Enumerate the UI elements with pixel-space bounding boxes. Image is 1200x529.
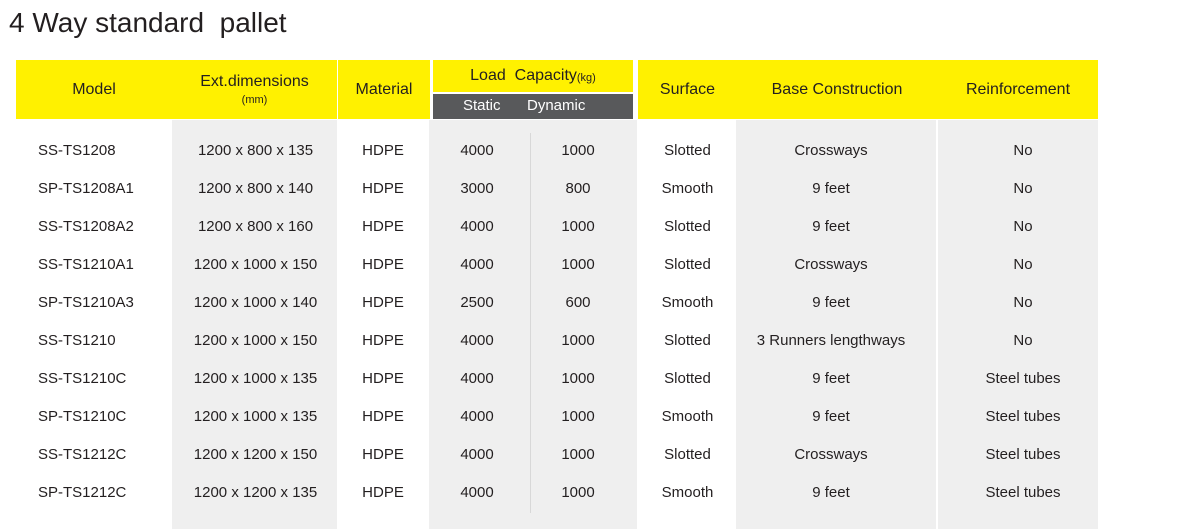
cell-static: 4000 xyxy=(460,256,494,273)
cell-model: SP-TS1210C xyxy=(38,408,127,425)
cell-dynamic: 1000 xyxy=(561,332,595,349)
header-load-capacity-unit: (kg) xyxy=(576,72,596,84)
cell-surface: Slotted xyxy=(664,446,711,463)
cell-static: 3000 xyxy=(460,180,494,197)
table-row xyxy=(0,132,1200,170)
cell-base-construction: 3 Runners lengthways xyxy=(756,332,906,349)
cell-base-construction: 9 feet xyxy=(812,484,850,501)
cell-dimensions: 1200 x 800 x 160 xyxy=(197,218,314,235)
cell-material: HDPE xyxy=(362,446,404,463)
cell-static: 2500 xyxy=(460,294,494,311)
cell-dimensions: 1200 x 1000 x 150 xyxy=(193,332,318,349)
cell-static: 4000 xyxy=(460,218,494,235)
cell-model: SP-TS1208A1 xyxy=(38,180,134,197)
cell-dimensions: 1200 x 800 x 140 xyxy=(197,180,314,197)
cell-material: HDPE xyxy=(362,408,404,425)
cell-surface: Slotted xyxy=(664,142,711,159)
cell-model: SP-TS1210A3 xyxy=(38,294,134,311)
header-load-capacity xyxy=(433,60,633,92)
cell-base-construction: 9 feet xyxy=(812,370,850,387)
cell-static: 4000 xyxy=(460,484,494,501)
cell-reinforcement: No xyxy=(1013,294,1033,311)
header-reinforcement xyxy=(938,60,1098,119)
cell-base-construction: 9 feet xyxy=(812,180,850,197)
table-row xyxy=(0,170,1200,208)
header-model-label: Model xyxy=(72,80,116,98)
cell-reinforcement: No xyxy=(1013,256,1033,273)
cell-dynamic: 800 xyxy=(565,180,591,197)
cell-base-construction: Crossways xyxy=(794,142,868,159)
table-row xyxy=(0,284,1200,322)
cell-reinforcement: No xyxy=(1013,142,1033,159)
cell-reinforcement: Steel tubes xyxy=(985,484,1061,501)
table-row xyxy=(0,208,1200,246)
header-base-construction-label: Base Construction xyxy=(771,80,903,98)
cell-material: HDPE xyxy=(362,180,404,197)
cell-reinforcement: No xyxy=(1013,332,1033,349)
cell-surface: Slotted xyxy=(664,332,711,349)
cell-surface: Slotted xyxy=(664,370,711,387)
table-row xyxy=(0,436,1200,474)
page-title: 4 Way standard pallet xyxy=(9,7,287,38)
cell-dimensions: 1200 x 1200 x 150 xyxy=(193,446,318,463)
cell-base-construction: 9 feet xyxy=(812,294,850,311)
cell-dimensions: 1200 x 1000 x 150 xyxy=(193,256,318,273)
cell-model: SS-TS1208A2 xyxy=(38,218,134,235)
cell-surface: Smooth xyxy=(661,408,714,425)
cell-static: 4000 xyxy=(460,446,494,463)
cell-surface: Smooth xyxy=(661,484,714,501)
cell-surface: Slotted xyxy=(664,256,711,273)
header-surface xyxy=(638,60,737,119)
cell-material: HDPE xyxy=(362,294,404,311)
header-load-subheader xyxy=(433,94,633,119)
cell-material: HDPE xyxy=(362,142,404,159)
cell-static: 4000 xyxy=(460,142,494,159)
header-base-construction xyxy=(736,60,938,119)
cell-material: HDPE xyxy=(362,256,404,273)
cell-reinforcement: Steel tubes xyxy=(985,408,1061,425)
cell-static: 4000 xyxy=(460,408,494,425)
cell-surface: Smooth xyxy=(661,180,714,197)
cell-base-construction: 9 feet xyxy=(812,408,850,425)
cell-dynamic: 1000 xyxy=(561,446,595,463)
header-dimensions-label: Ext.dimensions xyxy=(200,73,309,90)
header-dimensions xyxy=(172,60,337,119)
cell-material: HDPE xyxy=(362,332,404,349)
cell-static: 4000 xyxy=(460,332,494,349)
cell-dimensions: 1200 x 1000 x 140 xyxy=(193,294,318,311)
cell-static: 4000 xyxy=(460,370,494,387)
header-material-label: Material xyxy=(355,80,413,98)
cell-surface: Smooth xyxy=(661,294,714,311)
cell-dimensions: 1200 x 1200 x 135 xyxy=(193,484,318,501)
header-reinforcement-label: Reinforcement xyxy=(965,80,1071,98)
cell-base-construction: Crossways xyxy=(794,256,868,273)
cell-model: SS-TS1212C xyxy=(38,446,127,463)
cell-reinforcement: Steel tubes xyxy=(985,370,1061,387)
header-surface-label: Surface xyxy=(659,80,716,98)
cell-dynamic: 1000 xyxy=(561,142,595,159)
cell-dynamic: 1000 xyxy=(561,256,595,273)
cell-surface: Slotted xyxy=(664,218,711,235)
cell-dimensions: 1200 x 1000 x 135 xyxy=(193,408,318,425)
cell-model: SS-TS1210C xyxy=(38,370,127,387)
table-row xyxy=(0,360,1200,398)
cell-reinforcement: No xyxy=(1013,218,1033,235)
header-material xyxy=(338,60,430,119)
cell-reinforcement: Steel tubes xyxy=(985,446,1061,463)
table-row xyxy=(0,398,1200,436)
cell-reinforcement: No xyxy=(1013,180,1033,197)
cell-model: SS-TS1208 xyxy=(38,142,116,159)
cell-model: SP-TS1212C xyxy=(38,484,127,501)
cell-base-construction: Crossways xyxy=(794,446,868,463)
cell-base-construction: 9 feet xyxy=(812,218,850,235)
header-dimensions-unit: (mm) xyxy=(241,94,268,106)
table-row xyxy=(0,474,1200,512)
cell-model: SS-TS1210 xyxy=(38,332,116,349)
cell-dynamic: 1000 xyxy=(561,408,595,425)
cell-dynamic: 600 xyxy=(565,294,591,311)
table-row xyxy=(0,322,1200,360)
cell-model: SS-TS1210A1 xyxy=(38,256,134,273)
cell-dimensions: 1200 x 1000 x 135 xyxy=(193,370,318,387)
header-load-capacity-label: Load Capacity xyxy=(470,67,577,84)
cell-material: HDPE xyxy=(362,218,404,235)
table-row xyxy=(0,246,1200,284)
cell-dynamic: 1000 xyxy=(561,484,595,501)
cell-dynamic: 1000 xyxy=(561,370,595,387)
header-dynamic: Dynamic xyxy=(527,97,586,114)
cell-material: HDPE xyxy=(362,370,404,387)
cell-dimensions: 1200 x 800 x 135 xyxy=(197,142,314,159)
cell-material: HDPE xyxy=(362,484,404,501)
cell-dynamic: 1000 xyxy=(561,218,595,235)
header-model xyxy=(16,60,172,119)
header-static: Static xyxy=(463,97,501,114)
